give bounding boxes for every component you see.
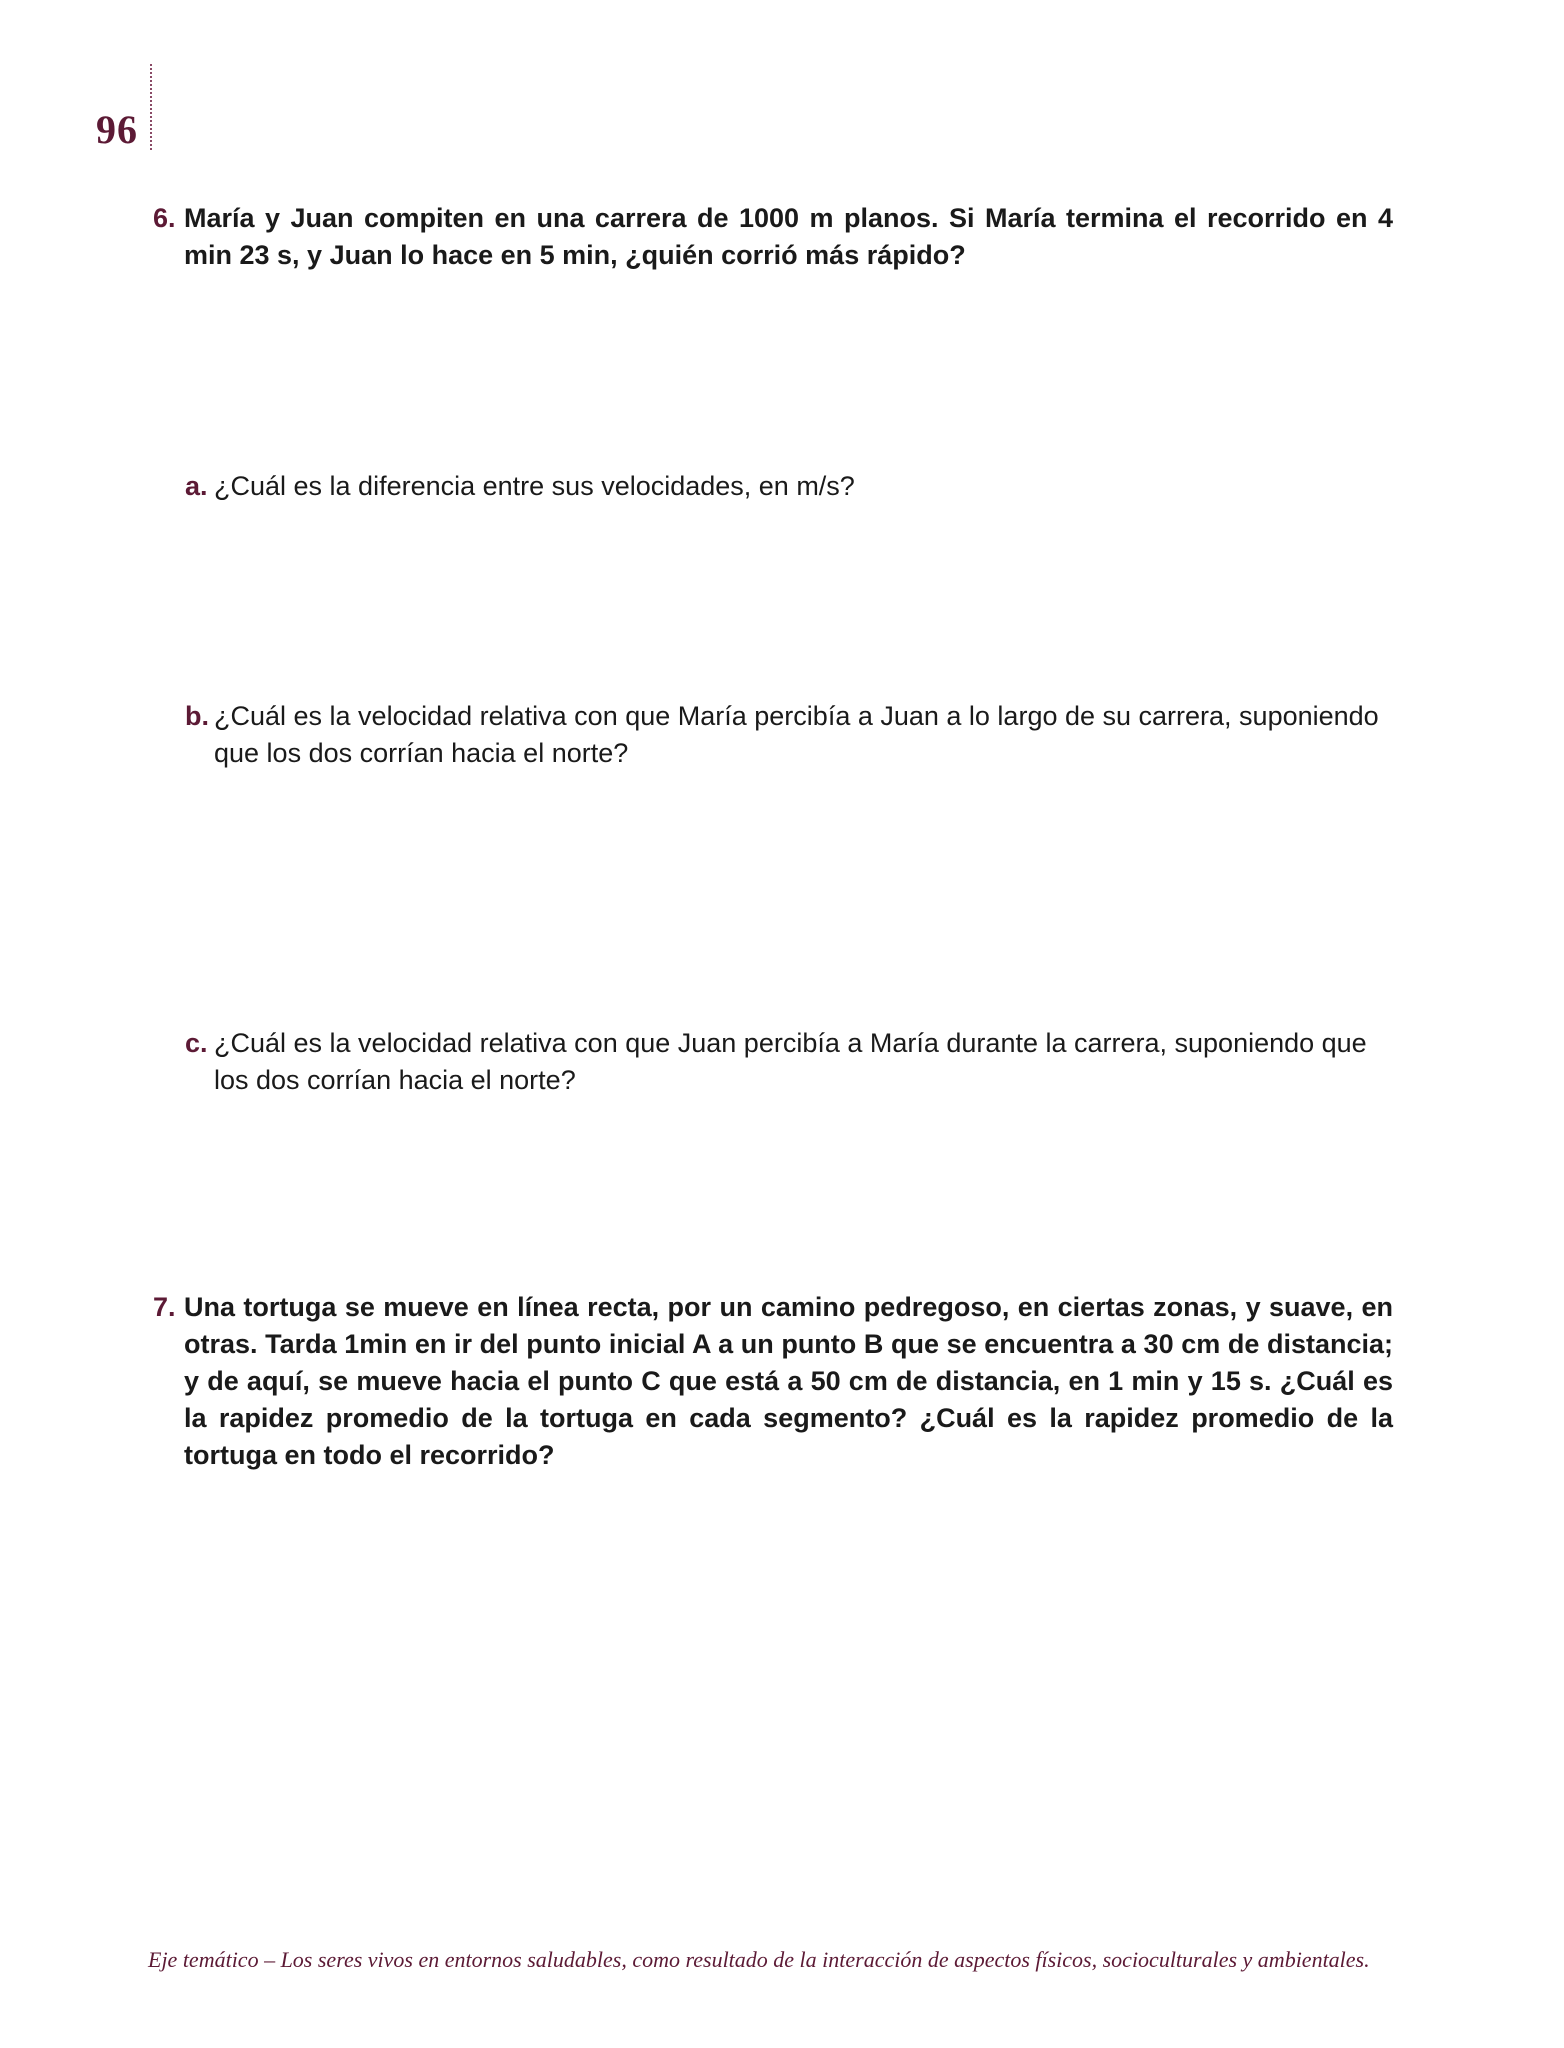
question-6c <box>185 1025 1393 1099</box>
question-6c-letter: c. <box>185 1028 208 1058</box>
question-6-number: 6. <box>153 203 176 233</box>
question-6a <box>185 468 1393 505</box>
question-7-number: 7. <box>153 1292 176 1322</box>
page-number: 96 <box>96 107 138 152</box>
page-number-divider <box>150 64 152 150</box>
question-6-text: María y Juan compiten en una carrera de 1000 m planos. Si María termina el recorrido en 4 min 23 s, y Juan lo hace en 5 min, ¿quién corrió más rápido? <box>184 203 1393 270</box>
footer-thematic-axis: Eje temático – Los seres vivos en entornos saludables, como resultado de la interacción de aspectos físicos, socioculturales y ambientales. <box>148 1947 1370 1972</box>
question-6 <box>153 200 1393 274</box>
question-7-text: Una tortuga se mueve en línea recta, por un camino pedregoso, en ciertas zonas, y suave, en otras. Tarda 1min en ir del punto inicial A a un punto B que se encuentra a 30 cm de distancia; y de aquí, se mueve hacia el punto C que está a 50 cm de distancia, en 1 min y 15 s. ¿Cuál es la rapidez promedio de la tortuga en cada segmento? ¿Cuál es la rapidez promedio de la tortuga en todo el recorrido? <box>184 1292 1393 1470</box>
question-7 <box>153 1289 1393 1474</box>
question-6a-letter: a. <box>185 471 208 501</box>
question-6c-text: ¿Cuál es la velocidad relativa con que Juan percibía a María durante la carrera, suponiendo que los dos corrían hacia el norte? <box>214 1028 1367 1095</box>
question-6b-text: ¿Cuál es la velocidad relativa con que María percibía a Juan a lo largo de su carrera, suponiendo que los dos corrían hacia el norte? <box>214 701 1379 768</box>
question-6a-text: ¿Cuál es la diferencia entre sus velocidades, en m/s? <box>214 471 855 501</box>
question-6b <box>185 698 1393 772</box>
question-6b-letter: b. <box>185 701 209 731</box>
